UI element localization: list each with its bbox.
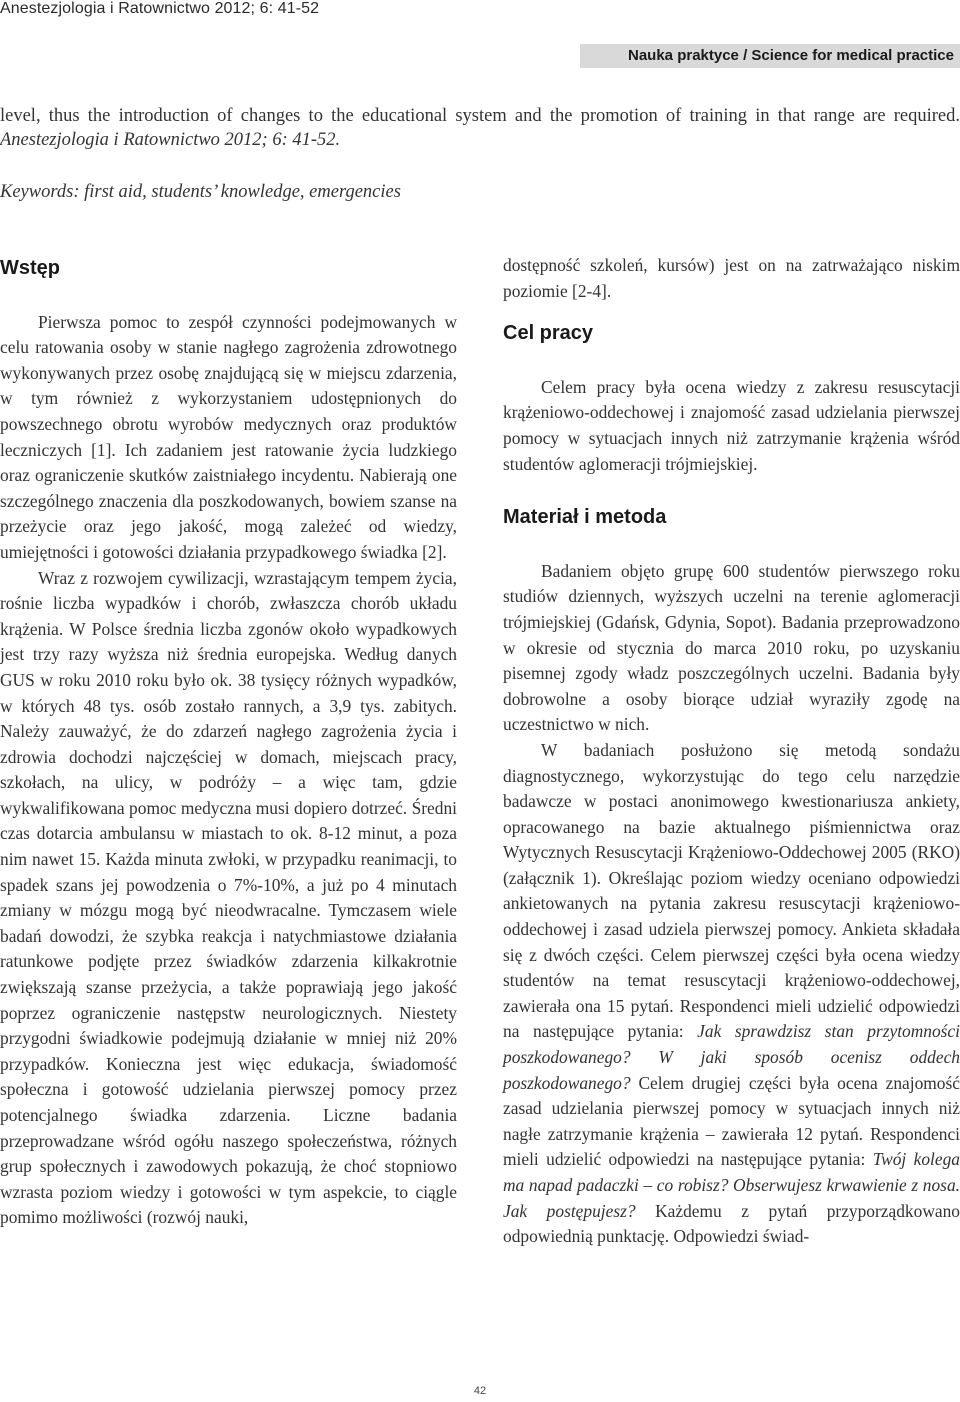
methods-p2-text-b: Celem drugiej części była ocena znajomość zasad udzielania pierwszej pomocy w sytuacjach innych niż nagłe zatrzymanie krążenia – zawierała 12 pytań. Respondenci mieli udzielić odpowiedzi na następujące pytania: (503, 1072, 960, 1170)
right-column (503, 253, 960, 1250)
keywords: Keywords: first aid, students’ knowledge, emergencies (0, 182, 401, 202)
intro-paragraph-1: Pierwsza pomoc to zespół czynności podejmowanych w celu ratowania osoby w stanie nagłego zagrożenia zdrowotnego wykonywanych przez osobę znajdującą się w miejscu zdarzenia, w tym również z wykorzystaniem udostępnionych do powszechnego obrotu wyrobów medycznych oraz produktów leczniczych [1]. Ich zadaniem jest ratowanie życia ludzkiego oraz ograniczenie skutków zaistniałego incydentu. Nabierają one szczególnego znaczenia dla poszkodowanych, bowiem szanse na przeżycie oraz jego jakość, mogą zależeć od wiedzy, umiejętności i gotowości działania przypadkowego świadka [2]. (0, 311, 457, 562)
methods-p2-text-c: Każdemu z pytań przyporządkowano odpowiednią punktację. Odpowiedzi świad- (503, 1200, 960, 1247)
aim-paragraph: Celem pracy była ocena wiedzy z zakresu resuscytacji krążeniowo-oddechowej i znajomość zasad udzielania pierwszej pomocy w sytuacjach innych niż zatrzymanie krążenia wśród studentów aglomeracji trójmiejskiej. (503, 376, 960, 474)
abstract-text: level, thus the introduction of changes to the educational system and the promotion of training in that range are required. (0, 106, 960, 126)
methods-p2-questions-1: Jak sprawdzisz stan przytomności poszkodowanego? W jaki sposób ocenisz oddech poszkodowanego? (503, 1021, 960, 1093)
heading-aim: Cel pracy (503, 322, 594, 345)
intro-paragraph-2: Wraz z rozwojem cywilizacji, wzrastającym tempem życia, rośnie liczba wypadków i chorób, zwłaszcza chorób układu krążenia. W Polsce średnia liczba zgonów około wypadkowych jest trzy razy wyższa niż średnia europejska. Według danych GUS w roku 2010 roku było ok. 38 tysięcy różnych wypadków, w których 48 tys. osób zostało rannych, a 3,9 tys. zabitych. Należy zauważyć, że do zdarzeń nagłego zagrożenia życia i zdrowia dochodzi najczęściej w domach, miejscach pracy, szkołach, na ulicy, w podróży – a więc tam, gdzie wykwalifikowana pomoc medyczna musi dopiero dotrzeć. Średni czas dotarcia ambulansu w miastach to ok. 8-12 minut, a poza nim nawet 15. Każda minuta zwłoki, w przypadku reanimacji, to spadek szans jej powodzenia o 7%-10%, a już po 4 minutach zmiany w mózgu mogą być nieodwracalne. Tymczasem wiele badań dowodzi, że szybka reakcja i natychmiastowe działania ratunkowe podjęte przez świadków zdarzenia kilkakrotnie zwiększają szanse przeżycia, a także poprawiają jego jakość poprzez ograniczenie następstw neurologicznych. Niestety przygodni świadkowie podejmują działanie w mniej niż 20% przypadków. Konieczna jest więc edukacja, świadomość społeczna i gotowość udzielania pierwszej pomocy przez potencjalnego świadka zdarzenia. Liczne badania przeprowadzane wśród ogółu naszego społeczeństwa, różnych grup społecznych i zawodowych pokazują, że choć stopniowo wzrasta poziom wiedzy i gotowości w tym aspekcie, to ciągle pomimo możliwości (rozwój nauki, (0, 567, 457, 1228)
heading-introduction: Wstęp (0, 257, 60, 279)
heading-methods: Materiał i metoda (503, 506, 667, 529)
methods-paragraph-2 (503, 738, 960, 1250)
methods-p2-text-a: W badaniach posłużono się metodą sondażu diagnostycznego, wykorzystując do tego celu narzędzie badawcze w postaci anonimowego kwestionariusza ankiety, opracowanego na bazie aktualnego piśmiennictwa oraz Wytycznych Resuscytacji Krążeniowo-Oddechowej 2005 (RKO) (załącznik 1). Określając poziom wiedzy oceniano odpowiedzi ankietowanych na pytania zakresu resuscytacji krążeniowo-oddechowej i zasad udziela pierwszej pomocy. Ankieta składała się z dwóch części. Celem pierwszej części była ocena wiedzy studentów na temat resuscytacji krążeniowo-oddechowej, zawierała ona 15 pytań. Respondenci mieli udzielić odpowiedzi na następujące pytania: (503, 739, 960, 1042)
section-banner: Nauka praktyce / Science for medical practice (580, 44, 960, 68)
page-number: 42 (473, 1385, 487, 1397)
abstract-tail (0, 104, 960, 152)
methods-p2-questions-2: Twój kolega ma napad padaczki – co robisz? Obserwujesz krwawienie z nosa. Jak postępujesz? (503, 1149, 960, 1221)
running-head: Anestezjologia i Ratownictwo 2012; 6: 41-52 (0, 0, 320, 17)
methods-paragraph-1: Badaniem objęto grupę 600 studentów pierwszego roku studiów dziennych, wyższych uczelni na terenie aglomeracji trójmiejskiej (Gdańsk, Gdynia, Sopot). Badania przeprowadzono w okresie od stycznia do marca 2010 roku, po uzyskaniu pisemnej zgody władz poszczególnych uczelni. Badania były dobrowolne a osoby biorące udział wyraziły zgodę na uczestnictwo w nich. (503, 560, 960, 735)
abstract-citation: Anestezjologia i Ratownictwo 2012; 6: 41-52. (0, 130, 341, 150)
left-column (0, 253, 457, 1231)
intro-continuation: dostępność szkoleń, kursów) jest on na zatrważająco niskim poziomie [2-4]. (503, 255, 960, 301)
